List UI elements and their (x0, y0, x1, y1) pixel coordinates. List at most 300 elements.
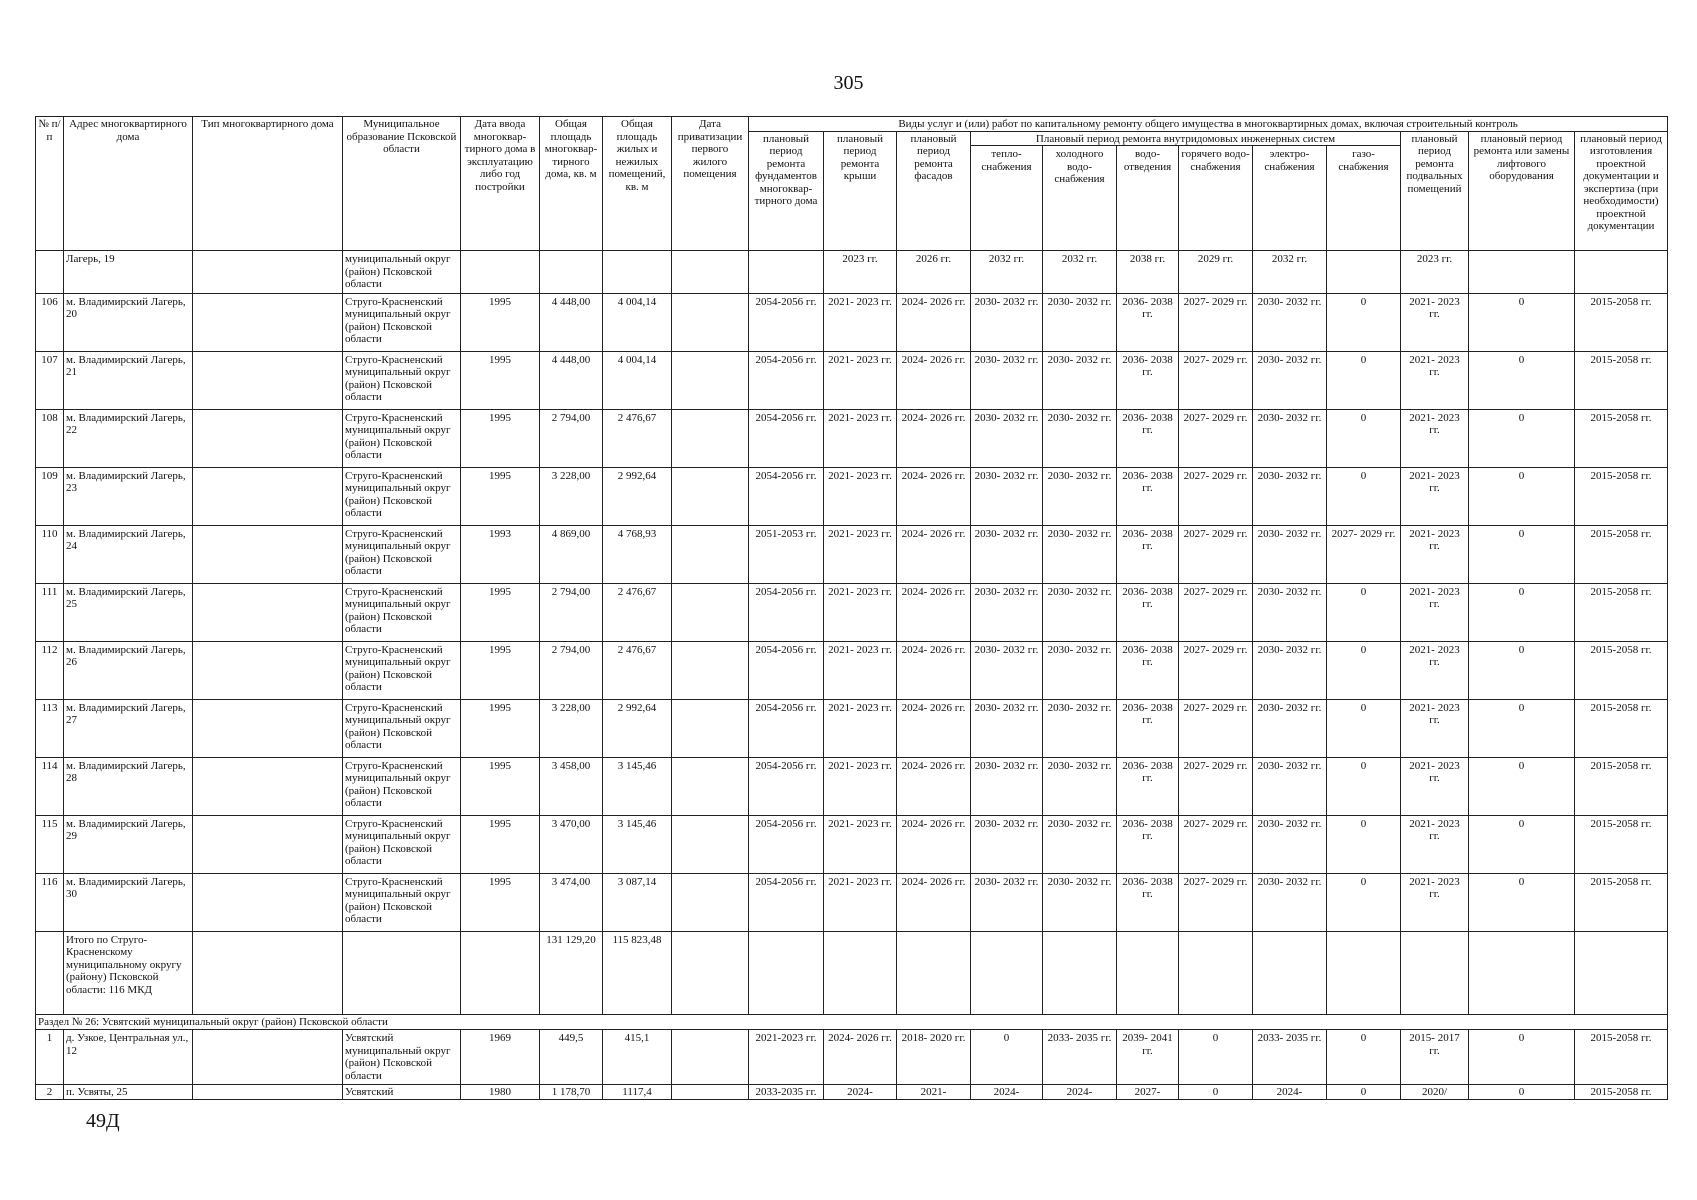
table-cell: 2026 гг. (897, 251, 971, 294)
col-living-area-header: Общая площадь жилых и нежилых помещений, кв. м (603, 117, 672, 251)
table-cell (1327, 251, 1401, 294)
table-row (36, 525, 1668, 583)
col-design-header: плановый период изготовления проектной документации и экспертиза (при необходимости) проектной документации (1575, 131, 1668, 251)
table-cell: 2024- 2026 гг. (897, 873, 971, 931)
table-cell: 415,1 (603, 1030, 672, 1085)
table-cell: 4 869,00 (540, 525, 603, 583)
table-cell: 2030- 2032 гг. (1253, 293, 1327, 351)
table-cell: 2021- 2023 гг. (1401, 525, 1469, 583)
table-cell: Итого по Струго- Красненскому муниципальному округу (району) Псковской области: 116 МКД (64, 931, 193, 1014)
table-cell: 2030- 2032 гг. (971, 873, 1043, 931)
table-cell: 2036- 2038 гг. (1117, 467, 1179, 525)
table-cell (461, 931, 540, 1014)
col-cold-water-header: холодного водо- снабжения (1043, 146, 1117, 251)
section-title: Раздел № 26: Усвятский муниципальный округ (район) Псковской области (36, 1014, 1668, 1030)
table-cell: 0 (1469, 815, 1575, 873)
table-row (36, 1085, 1668, 1100)
table-cell: 1980 (461, 1085, 540, 1100)
table-cell: 2015-2058 гг. (1575, 467, 1668, 525)
table-cell: 0 (971, 1030, 1043, 1085)
table-cell: м. Владимирский Лагерь, 29 (64, 815, 193, 873)
table-cell: 1995 (461, 699, 540, 757)
table-cell: 2030- 2032 гг. (1043, 467, 1117, 525)
table-cell (672, 699, 749, 757)
table-cell: 0 (1327, 1030, 1401, 1085)
table-cell: 2054-2056 гг. (749, 583, 824, 641)
table-cell: 2030- 2032 гг. (1253, 409, 1327, 467)
table-cell: 2015-2058 гг. (1575, 873, 1668, 931)
table-cell: 2030- 2032 гг. (1043, 525, 1117, 583)
table-cell: 2021- 2023 гг. (824, 583, 897, 641)
table-cell: 2027- 2029 гг. (1179, 815, 1253, 873)
table-cell: 0 (1327, 757, 1401, 815)
table-cell: Струго-Красненский муниципальный округ (район) Псковской области (343, 641, 461, 699)
table-cell: 115 (36, 815, 64, 873)
table-cell: 3 458,00 (540, 757, 603, 815)
col-total-area-header: Общая площадь многоквар- тирного дома, кв. м (540, 117, 603, 251)
table-cell: 2024- 2026 гг. (897, 641, 971, 699)
table-cell (672, 931, 749, 1014)
table-cell: 2030- 2032 гг. (1043, 815, 1117, 873)
table-cell (672, 757, 749, 815)
table-cell (672, 251, 749, 294)
works-group-header: Виды услуг и (или) работ по капитальному ремонту общего имущества в многоквартирных домах, включая строительный контроль (749, 117, 1668, 132)
table-cell (193, 293, 343, 351)
table-cell: 2 476,67 (603, 583, 672, 641)
table-cell: 2015-2058 гг. (1575, 1085, 1668, 1100)
table-cell: 2027- 2029 гг. (1179, 757, 1253, 815)
table-cell: 2036- 2038 гг. (1117, 525, 1179, 583)
footer-code: 49Д (86, 1110, 120, 1132)
table-cell: 2021- 2023 гг. (1401, 351, 1469, 409)
table-cell: 2054-2056 гг. (749, 641, 824, 699)
table-cell: 0 (1327, 583, 1401, 641)
systems-group-header: Плановый период ремонта внутридомовых инженерных систем (971, 131, 1401, 146)
table-row (36, 409, 1668, 467)
table-cell: 2015-2058 гг. (1575, 293, 1668, 351)
table-cell: 2030- 2032 гг. (971, 351, 1043, 409)
table-cell: 2054-2056 гг. (749, 351, 824, 409)
col-address-header: Адрес многоквартирного дома (64, 117, 193, 251)
table-cell: 1 (36, 1030, 64, 1085)
table-cell: 2030- 2032 гг. (971, 641, 1043, 699)
table-cell (749, 931, 824, 1014)
table-cell: 2030- 2032 гг. (1043, 873, 1117, 931)
table-cell: 2030- 2032 гг. (1253, 351, 1327, 409)
table-cell: 2030- 2032 гг. (1253, 699, 1327, 757)
table-cell: 2054-2056 гг. (749, 699, 824, 757)
table-cell: 2024- 2026 гг. (897, 757, 971, 815)
table-cell: 2021- 2023 гг. (1401, 641, 1469, 699)
col-commission-date-header: Дата ввода многоквар- тирного дома в эксплуатацию либо год постройки (461, 117, 540, 251)
table-cell: м. Владимирский Лагерь, 28 (64, 757, 193, 815)
table-cell: 2015-2058 гг. (1575, 1030, 1668, 1085)
table-cell (193, 873, 343, 931)
table-cell: 2021- 2023 гг. (1401, 467, 1469, 525)
table-cell (193, 641, 343, 699)
table-cell: 0 (1469, 1030, 1575, 1085)
col-roof-header: плановый период ремонта крыши (824, 131, 897, 251)
table-cell: 2024- 2026 гг. (897, 525, 971, 583)
table-cell: 2027- 2029 гг. (1179, 699, 1253, 757)
table-cell (672, 583, 749, 641)
table-cell: 2030- 2032 гг. (971, 815, 1043, 873)
table-cell: 4 768,93 (603, 525, 672, 583)
table-cell: Усвятский (343, 1085, 461, 1100)
table-cell: Струго-Красненский муниципальный округ (район) Псковской области (343, 409, 461, 467)
table-cell: 2036- 2038 гг. (1117, 873, 1179, 931)
table-cell: 2021- 2023 гг. (824, 641, 897, 699)
table-cell: 1995 (461, 293, 540, 351)
table-cell: 2027- 2029 гг. (1179, 467, 1253, 525)
capital-repair-table (35, 116, 1668, 1100)
col-heat-header: тепло- снабжения (971, 146, 1043, 251)
table-cell (672, 351, 749, 409)
table-cell: 131 129,20 (540, 931, 603, 1014)
table-cell: 4 004,14 (603, 293, 672, 351)
table-cell (193, 351, 343, 409)
table-cell: 2030- 2032 гг. (1253, 583, 1327, 641)
table-cell: 2015-2058 гг. (1575, 699, 1668, 757)
table-cell: 2030- 2032 гг. (971, 583, 1043, 641)
table-cell (540, 251, 603, 294)
table-cell: 0 (1469, 699, 1575, 757)
table-cell (193, 251, 343, 294)
table-cell: 0 (1469, 467, 1575, 525)
table-cell (1253, 931, 1327, 1014)
table-cell: 2033-2035 гг. (749, 1085, 824, 1100)
table-cell (603, 251, 672, 294)
table-cell: 2021- (897, 1085, 971, 1100)
table-cell: Струго-Красненский муниципальный округ (район) Псковской области (343, 699, 461, 757)
table-cell: 2021- 2023 гг. (1401, 293, 1469, 351)
table-cell: 0 (1469, 1085, 1575, 1100)
table-cell (193, 467, 343, 525)
table-cell: 2030- 2032 гг. (1043, 583, 1117, 641)
col-foundation-header: плановый период ремонта фундаментов многоквар- тирного дома (749, 131, 824, 251)
table-cell (1401, 931, 1469, 1014)
table-cell: 2 (36, 1085, 64, 1100)
table-cell: 2024- (1253, 1085, 1327, 1100)
table-cell (1179, 931, 1253, 1014)
table-cell: 2021- 2023 гг. (824, 873, 897, 931)
table-cell: 107 (36, 351, 64, 409)
table-cell (1469, 931, 1575, 1014)
table-cell: 1969 (461, 1030, 540, 1085)
table-cell: 2054-2056 гг. (749, 293, 824, 351)
table-cell: 2021- 2023 гг. (1401, 815, 1469, 873)
table-cell: Струго-Красненский муниципальный округ (район) Псковской области (343, 583, 461, 641)
table-cell: п. Усвяты, 25 (64, 1085, 193, 1100)
table-cell: 114 (36, 757, 64, 815)
table-cell (36, 251, 64, 294)
table-cell (1117, 931, 1179, 1014)
table-cell: 1995 (461, 351, 540, 409)
table-cell: 2024- 2026 гг. (897, 351, 971, 409)
table-cell: Струго-Красненский муниципальный округ (район) Псковской области (343, 815, 461, 873)
table-cell: м. Владимирский Лагерь, 23 (64, 467, 193, 525)
table-cell (343, 931, 461, 1014)
table-cell: м. Владимирский Лагерь, 22 (64, 409, 193, 467)
table-cell: Усвятский муниципальный округ (район) Псковской области (343, 1030, 461, 1085)
table-cell: 0 (1469, 293, 1575, 351)
table-cell: 2030- 2032 гг. (1043, 699, 1117, 757)
table-cell: 2054-2056 гг. (749, 757, 824, 815)
table-cell: 2015-2058 гг. (1575, 583, 1668, 641)
table-cell: 2015-2058 гг. (1575, 757, 1668, 815)
table-cell: 2015-2058 гг. (1575, 525, 1668, 583)
table-cell: 111 (36, 583, 64, 641)
table-cell: 4 004,14 (603, 351, 672, 409)
table-cell: 0 (1327, 351, 1401, 409)
table-cell: 0 (1469, 873, 1575, 931)
table-cell: 0 (1327, 293, 1401, 351)
page-number: 305 (833, 72, 864, 94)
table-cell (824, 931, 897, 1014)
table-cell: 2027- 2029 гг. (1179, 409, 1253, 467)
table-cell: 2030- 2032 гг. (1043, 351, 1117, 409)
table-cell: 2030- 2032 гг. (1043, 757, 1117, 815)
table-cell (672, 467, 749, 525)
table-row (36, 467, 1668, 525)
table-cell: 2024- 2026 гг. (897, 815, 971, 873)
table-cell: 2024- (1043, 1085, 1117, 1100)
table-cell: 2021- 2023 гг. (824, 351, 897, 409)
table-cell: 2030- 2032 гг. (971, 757, 1043, 815)
table-cell (672, 873, 749, 931)
table-cell (193, 1030, 343, 1085)
table-cell: 0 (1327, 641, 1401, 699)
table-cell: 2 992,64 (603, 699, 672, 757)
table-cell (193, 525, 343, 583)
table-cell: 2030- 2032 гг. (1043, 641, 1117, 699)
table-cell: 2024- 2026 гг. (824, 1030, 897, 1085)
table-cell (193, 757, 343, 815)
table-cell: 115 823,48 (603, 931, 672, 1014)
table-cell: 110 (36, 525, 64, 583)
table-cell: 2024- 2026 гг. (897, 293, 971, 351)
table-cell: 2023 гг. (1401, 251, 1469, 294)
table-cell: 2054-2056 гг. (749, 409, 824, 467)
table-cell: 2030- 2032 гг. (971, 699, 1043, 757)
table-cell: 2024- (824, 1085, 897, 1100)
table-cell (193, 931, 343, 1014)
table-cell: 1995 (461, 815, 540, 873)
table-cell: 3 087,14 (603, 873, 672, 931)
table-cell: м. Владимирский Лагерь, 25 (64, 583, 193, 641)
table-cell: м. Владимирский Лагерь, 27 (64, 699, 193, 757)
table-cell: Струго-Красненский муниципальный округ (район) Псковской области (343, 293, 461, 351)
table-cell: 2015-2058 гг. (1575, 641, 1668, 699)
table-cell: 0 (1327, 699, 1401, 757)
table-cell: 2015-2058 гг. (1575, 351, 1668, 409)
table-cell: 2021- 2023 гг. (824, 525, 897, 583)
table-cell: 116 (36, 873, 64, 931)
table-cell: 2054-2056 гг. (749, 873, 824, 931)
table-cell (672, 641, 749, 699)
table-cell: 2 794,00 (540, 583, 603, 641)
table-cell (193, 699, 343, 757)
table-cell: 1995 (461, 757, 540, 815)
table-cell: 1995 (461, 873, 540, 931)
table-cell: 2033- 2035 гг. (1043, 1030, 1117, 1085)
table-cell (193, 409, 343, 467)
table-cell (1575, 251, 1668, 294)
table-cell: 449,5 (540, 1030, 603, 1085)
table-cell: 2036- 2038 гг. (1117, 641, 1179, 699)
table-cell (36, 931, 64, 1014)
table-cell: 2021- 2023 гг. (824, 757, 897, 815)
table-cell: 0 (1327, 409, 1401, 467)
table-cell: 2030- 2032 гг. (1043, 409, 1117, 467)
table-cell: 2036- 2038 гг. (1117, 699, 1179, 757)
table-cell: 2023 гг. (824, 251, 897, 294)
table-cell: 0 (1179, 1030, 1253, 1085)
table-cell: 1117,4 (603, 1085, 672, 1100)
table-cell: 1993 (461, 525, 540, 583)
table-cell: 2021- 2023 гг. (1401, 873, 1469, 931)
table-cell: 2021- 2023 гг. (824, 815, 897, 873)
table-cell: 2027- 2029 гг. (1179, 525, 1253, 583)
table-cell: 2 794,00 (540, 409, 603, 467)
table-cell: м. Владимирский Лагерь, 20 (64, 293, 193, 351)
table-row (36, 641, 1668, 699)
table-cell: 0 (1327, 467, 1401, 525)
table-cell (1327, 931, 1401, 1014)
table-cell: 2024- 2026 гг. (897, 583, 971, 641)
table-cell (193, 1085, 343, 1100)
col-privatization-header: Дата приватизации первого жилого помещения (672, 117, 749, 251)
table-cell: 2027- 2029 гг. (1179, 293, 1253, 351)
table-cell: 0 (1327, 873, 1401, 931)
table-cell (672, 409, 749, 467)
table-cell: 0 (1469, 641, 1575, 699)
table-row (36, 931, 1668, 1014)
table-cell: 2033- 2035 гг. (1253, 1030, 1327, 1085)
table-cell: 2021-2023 гг. (749, 1030, 824, 1085)
col-type-header: Тип многоквартирного дома (193, 117, 343, 251)
table-cell: 4 448,00 (540, 293, 603, 351)
table-cell: 2 476,67 (603, 409, 672, 467)
table-cell (672, 815, 749, 873)
col-drainage-header: водо- отведения (1117, 146, 1179, 251)
table-cell: 3 228,00 (540, 699, 603, 757)
table-cell: 2029 гг. (1179, 251, 1253, 294)
table-cell (1043, 931, 1117, 1014)
table-cell: 2030- 2032 гг. (1253, 467, 1327, 525)
table-row (36, 293, 1668, 351)
table-cell: 2036- 2038 гг. (1117, 409, 1179, 467)
table-cell: 2030- 2032 гг. (1253, 525, 1327, 583)
table-cell: 0 (1327, 815, 1401, 873)
table-cell: 2036- 2038 гг. (1117, 351, 1179, 409)
table-cell: 2030- 2032 гг. (1253, 815, 1327, 873)
table-cell: 2036- 2038 гг. (1117, 583, 1179, 641)
table-cell: 0 (1179, 1085, 1253, 1100)
table-cell (672, 525, 749, 583)
table-cell (672, 1030, 749, 1085)
table-cell: 2054-2056 гг. (749, 815, 824, 873)
table-cell: 1995 (461, 641, 540, 699)
table-cell: м. Владимирский Лагерь, 21 (64, 351, 193, 409)
table-row (36, 251, 1668, 294)
col-elevator-header: плановый период ремонта или замены лифтового оборудования (1469, 131, 1575, 251)
table-cell: м. Владимирский Лагерь, 24 (64, 525, 193, 583)
table-cell: муниципальный округ (район) Псковской области (343, 251, 461, 294)
table-cell: 3 474,00 (540, 873, 603, 931)
table-cell (749, 251, 824, 294)
table-cell: 2030- 2032 гг. (1253, 873, 1327, 931)
table-cell (461, 251, 540, 294)
table-cell: 2027- (1117, 1085, 1179, 1100)
table-cell: Струго-Красненский муниципальный округ (район) Псковской области (343, 873, 461, 931)
table-cell: 2030- 2032 гг. (971, 293, 1043, 351)
table-cell: 1995 (461, 583, 540, 641)
table-cell: 2036- 2038 гг. (1117, 293, 1179, 351)
section-header-row (36, 1014, 1668, 1030)
table-row (36, 757, 1668, 815)
table-cell: Лагерь, 19 (64, 251, 193, 294)
table-row (36, 1030, 1668, 1085)
table-cell: 2021- 2023 гг. (1401, 583, 1469, 641)
table-row (36, 351, 1668, 409)
table-cell: 3 228,00 (540, 467, 603, 525)
table-cell: 2027- 2029 гг. (1327, 525, 1401, 583)
table-cell: 1995 (461, 467, 540, 525)
table-row (36, 583, 1668, 641)
table-cell: д. Узкое, Центральная ул., 12 (64, 1030, 193, 1085)
table-cell: Струго-Красненский муниципальный округ (район) Псковской области (343, 757, 461, 815)
table-cell: 2 476,67 (603, 641, 672, 699)
table-cell: 112 (36, 641, 64, 699)
table-cell: 2015-2058 гг. (1575, 409, 1668, 467)
table-cell: 2021- 2023 гг. (824, 467, 897, 525)
table-cell: 2036- 2038 гг. (1117, 757, 1179, 815)
table-cell: 2054-2056 гг. (749, 467, 824, 525)
table-cell: 2021- 2023 гг. (1401, 757, 1469, 815)
table-cell: 109 (36, 467, 64, 525)
table-cell: 2051-2053 гг. (749, 525, 824, 583)
table-cell: 3 470,00 (540, 815, 603, 873)
table-cell: 2024- 2026 гг. (897, 699, 971, 757)
table-cell: 108 (36, 409, 64, 467)
table-cell: 2021- 2023 гг. (824, 293, 897, 351)
table-cell: 2027- 2029 гг. (1179, 641, 1253, 699)
table-cell: 4 448,00 (540, 351, 603, 409)
table-cell: 2020/ (1401, 1085, 1469, 1100)
table-cell (193, 815, 343, 873)
table-cell (672, 1085, 749, 1100)
table-cell: 2027- 2029 гг. (1179, 873, 1253, 931)
col-hot-water-header: горячего водо- снабжения (1179, 146, 1253, 251)
table-cell: 2021- 2023 гг. (1401, 699, 1469, 757)
table-cell: 2015-2058 гг. (1575, 815, 1668, 873)
table-cell: Струго-Красненский муниципальный округ (район) Псковской области (343, 467, 461, 525)
table-cell: 2027- 2029 гг. (1179, 583, 1253, 641)
table-row (36, 815, 1668, 873)
table-cell: 2038 гг. (1117, 251, 1179, 294)
table-cell: 2024- 2026 гг. (897, 409, 971, 467)
table-cell: 0 (1469, 351, 1575, 409)
table-cell: 0 (1469, 757, 1575, 815)
table-cell: 2 992,64 (603, 467, 672, 525)
table-cell: 2024- 2026 гг. (897, 467, 971, 525)
table-cell: 3 145,46 (603, 815, 672, 873)
table-cell: 2036- 2038 гг. (1117, 815, 1179, 873)
table-cell: 2018- 2020 гг. (897, 1030, 971, 1085)
col-basement-header: плановый период ремонта подвальных помещений (1401, 131, 1469, 251)
col-num-header: № п/п (36, 117, 64, 251)
